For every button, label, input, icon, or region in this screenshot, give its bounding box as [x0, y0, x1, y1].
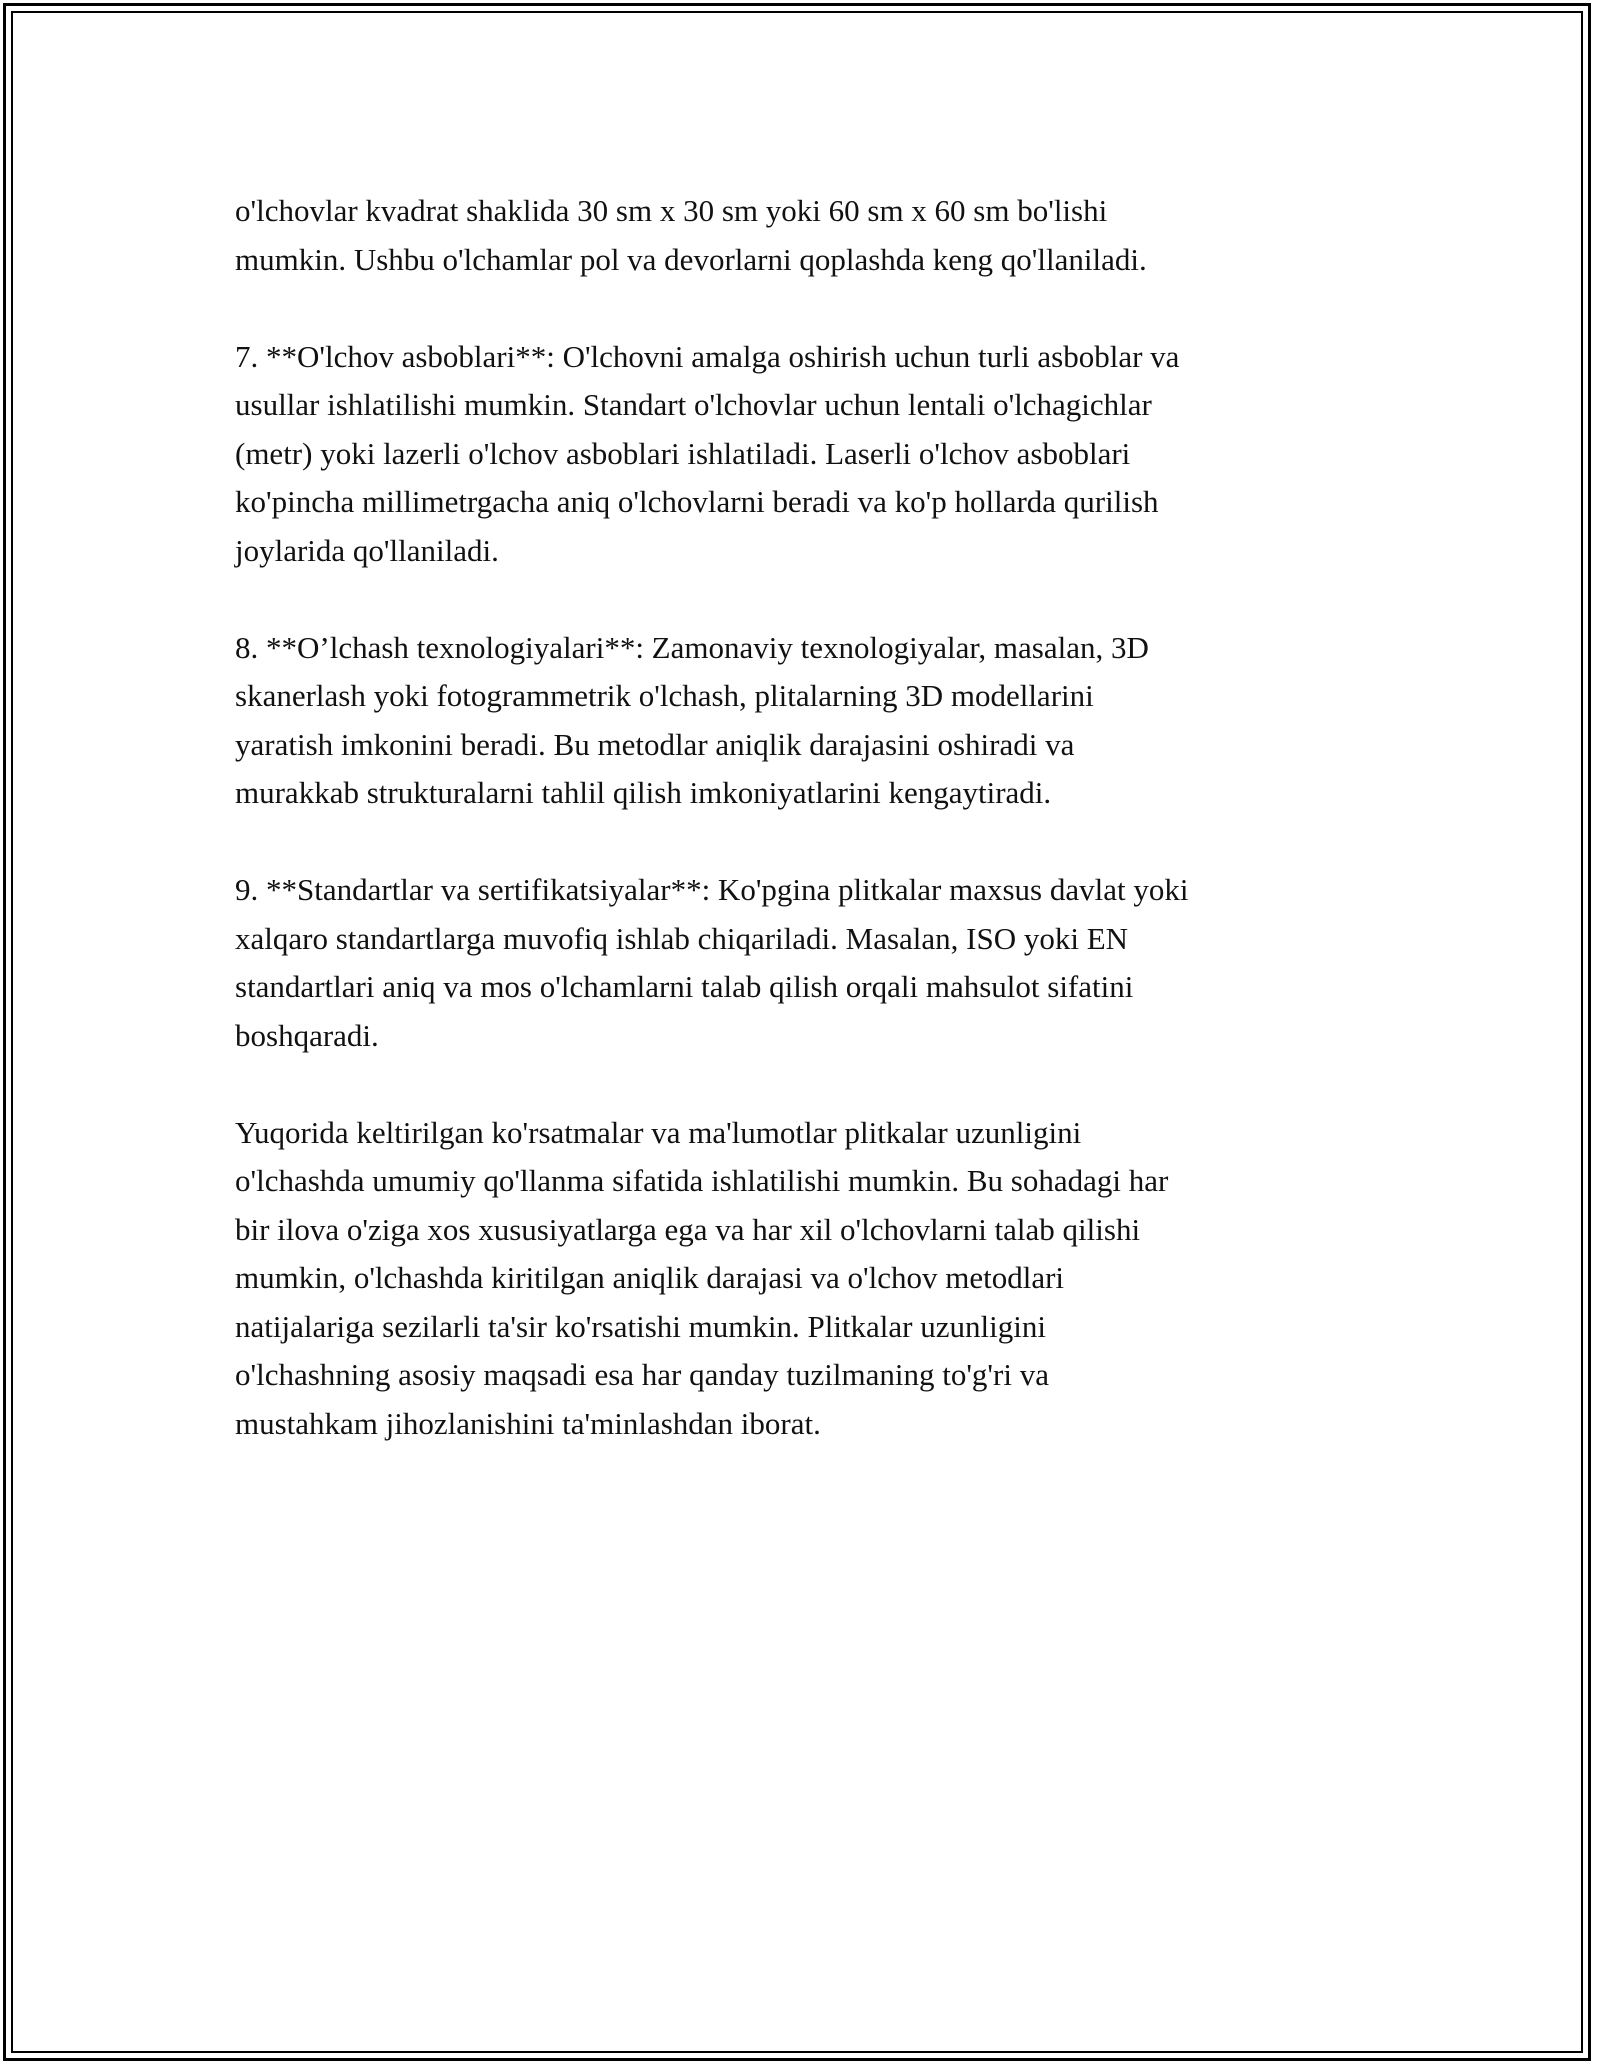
text-line: joylarida qo'llaniladi. — [235, 532, 499, 568]
text-line: ko'pincha millimetrgacha aniq o'lchovlarni beradi va ko'p hollarda qurilish — [235, 484, 1159, 519]
text-line: Yuqorida keltirilgan ko'rsatmalar va ma'lumotlar plitkalar uzunligini — [235, 1114, 1082, 1150]
text-line: (metr) yoki lazerli o'lchov asboblari ishlatiladi. Laserli o'lchov asboblari — [235, 435, 1131, 471]
text-line: murakkab strukturalarni tahlil qilish imkoniyatlarini kengaytiradi. — [235, 775, 1052, 810]
paragraph-item-9 — [235, 866, 1385, 1060]
paragraph-item-8 — [235, 624, 1385, 818]
document-body — [235, 187, 1385, 1497]
text-line: mumkin, o'lchashda kiritilgan aniqlik darajasi va o'lchov metodlari — [235, 1260, 1065, 1295]
text-line: bir ilova o'ziga xos xususiyatlarga ega va har xil o'lchovlarni talab qilishi — [235, 1211, 1141, 1247]
text-line: usullar ishlatilishi mumkin. Standart o'lchovlar uchun lentali o'lchagichlar — [235, 387, 1152, 422]
text-line: mustahkam jihozlanishini ta'minlashdan iborat. — [235, 1405, 821, 1441]
text-line: 9. **Standartlar va sertifikatsiyalar**: Ko'pgina plitkalar maxsus davlat yoki — [235, 872, 1189, 907]
text-line: standartlari aniq va mos o'lchamlarni talab qilish orqali mahsulot sifatini — [235, 969, 1134, 1004]
text-line: 8. **O’lchash texnologiyalari**: Zamonaviy texnologiyalar, masalan, 3D — [235, 629, 1149, 665]
text-line: o'lchashda umumiy qo'llanma sifatida ishlatilishi mumkin. Bu sohadagi har — [235, 1163, 1169, 1198]
paragraph-conclusion — [235, 1109, 1385, 1449]
text-line: o'lchovlar kvadrat shaklida 30 sm x 30 sm yoki 60 sm x 60 sm bo'lishi — [235, 193, 1108, 228]
text-line: yaratish imkonini beradi. Bu metodlar aniqlik darajasini oshiradi va — [235, 726, 1075, 762]
text-line: 7. **O'lchov asboblari**: O'lchovni amalga oshirish uchun turli asboblar va — [235, 338, 1180, 374]
text-line: xalqaro standartlarga muvofiq ishlab chiqariladi. Masalan, ISO yoki EN — [235, 920, 1129, 956]
text-line: o'lchashning asosiy maqsadi esa har qanday tuzilmaning to'g'ri va — [235, 1357, 1049, 1392]
text-line: natijalariga sezilarli ta'sir ko'rsatishi mumkin. Plitkalar uzunligini — [235, 1308, 1046, 1344]
paragraph-item-7 — [235, 333, 1385, 576]
text-line: mumkin. Ushbu o'lchamlar pol va devorlarni qoplashda keng qo'llaniladi. — [235, 241, 1147, 277]
text-line: boshqaradi. — [235, 1017, 379, 1053]
paragraph-intro-continuation — [235, 187, 1385, 284]
text-line: skanerlash yoki fotogrammetrik o'lchash, plitalarning 3D modellarini — [235, 678, 1094, 713]
